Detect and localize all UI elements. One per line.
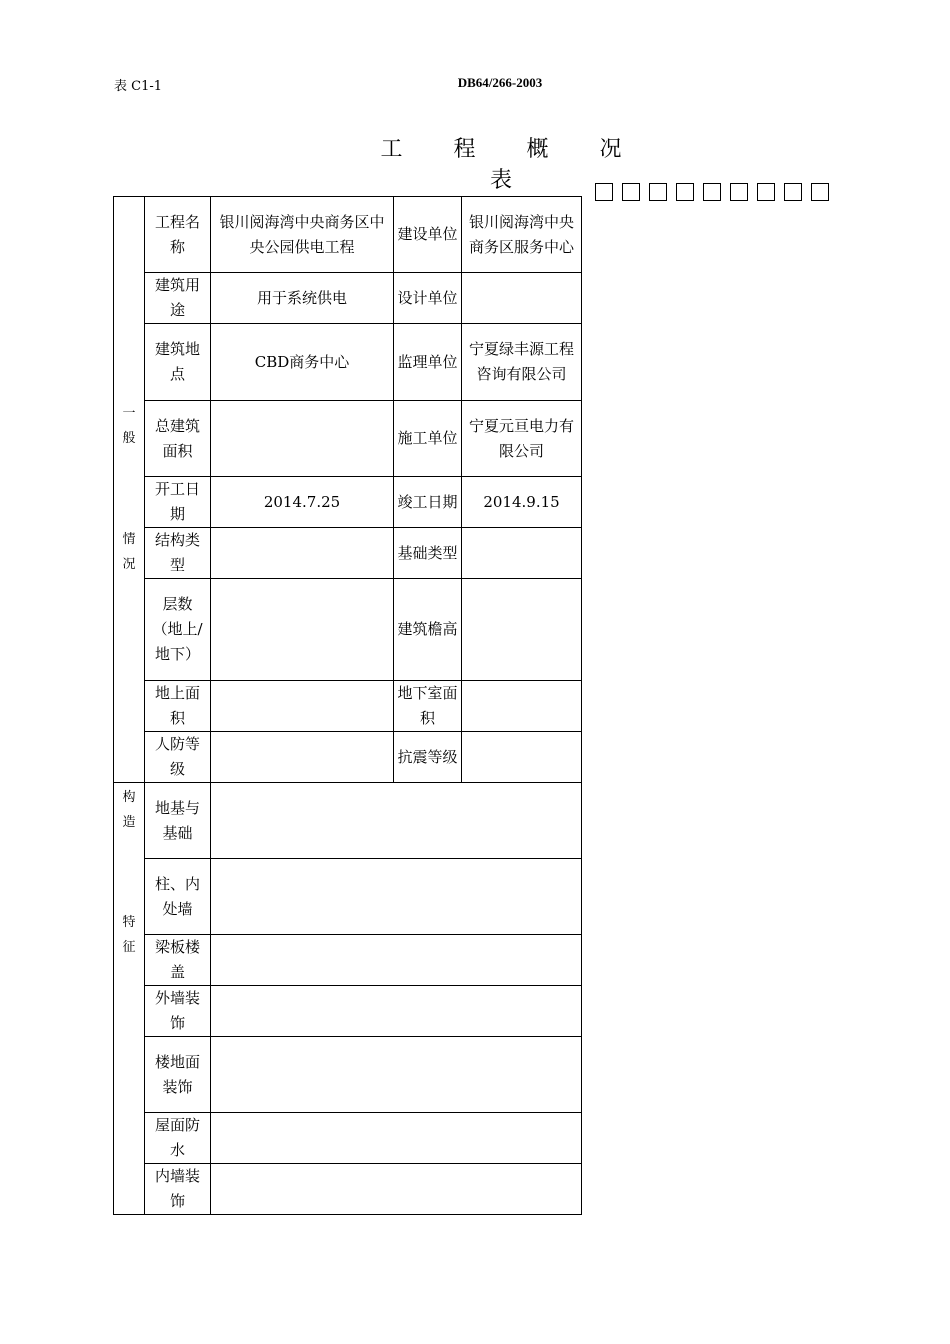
table-row (114, 324, 582, 401)
field-label: 建筑檐高 (394, 579, 462, 681)
table-row (114, 1113, 582, 1164)
field-value[interactable] (211, 859, 582, 935)
number-boxes (595, 183, 829, 201)
number-box[interactable] (784, 183, 802, 201)
field-value[interactable] (211, 579, 394, 681)
section-char: 构 (122, 790, 136, 805)
table-row (114, 935, 582, 986)
field-label: 建设单位 (394, 197, 462, 273)
field-label: 楼地面装饰 (145, 1037, 211, 1113)
field-value[interactable]: CBD商务中心 (211, 324, 394, 401)
field-label: 开工日期 (145, 477, 211, 528)
field-label: 建筑地点 (145, 324, 211, 401)
number-box[interactable] (595, 183, 613, 201)
field-value[interactable]: 宁夏元亘电力有限公司 (462, 401, 582, 477)
table-row (114, 401, 582, 477)
number-box[interactable] (730, 183, 748, 201)
field-label: 基础类型 (394, 528, 462, 579)
table-row (114, 477, 582, 528)
form-code: 表 C1-1 (114, 79, 163, 94)
field-value[interactable]: 用于系统供电 (211, 273, 394, 324)
field-value[interactable]: 银川阅海湾中央商务区服务中心 (462, 197, 582, 273)
field-label: 结构类型 (145, 528, 211, 579)
number-box[interactable] (649, 183, 667, 201)
field-value[interactable]: 2014.9.15 (462, 477, 582, 528)
field-label: 建筑用途 (145, 273, 211, 324)
field-value[interactable]: 2014.7.25 (211, 477, 394, 528)
field-label: 竣工日期 (394, 477, 462, 528)
section-label-general (114, 197, 145, 783)
section-char: 征 (122, 940, 136, 955)
field-value[interactable] (462, 579, 582, 681)
field-value[interactable] (462, 273, 582, 324)
field-value[interactable] (462, 732, 582, 783)
field-value[interactable] (211, 401, 394, 477)
field-label: 柱、内处墙 (145, 859, 211, 935)
field-value[interactable]: 银川阅海湾中央商务区中央公园供电工程 (211, 197, 394, 273)
field-value[interactable] (211, 935, 582, 986)
section-char: 造 (122, 815, 136, 830)
field-value[interactable] (211, 732, 394, 783)
field-value[interactable] (211, 528, 394, 579)
table-row (114, 859, 582, 935)
section-label-construction (114, 783, 145, 1215)
field-value[interactable] (211, 783, 582, 859)
field-value[interactable] (211, 1113, 582, 1164)
field-label: 外墙装饰 (145, 986, 211, 1037)
field-value[interactable] (211, 986, 582, 1037)
table-row (114, 783, 582, 859)
number-box[interactable] (811, 183, 829, 201)
field-label: 梁板楼盖 (145, 935, 211, 986)
page-title: 工 程 概 况 表 (380, 137, 644, 193)
field-value[interactable] (462, 681, 582, 732)
number-box[interactable] (757, 183, 775, 201)
section-char: 特 (122, 915, 136, 930)
number-box[interactable] (676, 183, 694, 201)
table-row (114, 681, 582, 732)
field-label: 人防等级 (145, 732, 211, 783)
field-value[interactable]: 宁夏绿丰源工程咨询有限公司 (462, 324, 582, 401)
field-value[interactable] (462, 528, 582, 579)
field-label: 地下室面积 (394, 681, 462, 732)
field-label: 监理单位 (394, 324, 462, 401)
field-value[interactable] (211, 1164, 582, 1215)
project-overview-table (113, 196, 582, 1215)
section-char: 般 (122, 431, 136, 446)
field-value[interactable] (211, 681, 394, 732)
table-row (114, 273, 582, 324)
table-row (114, 732, 582, 783)
table-row (114, 986, 582, 1037)
field-label: 地上面积 (145, 681, 211, 732)
field-label: 内墙装饰 (145, 1164, 211, 1215)
field-label: 抗震等级 (394, 732, 462, 783)
table-row (114, 528, 582, 579)
field-label: 地基与基础 (145, 783, 211, 859)
number-box[interactable] (703, 183, 721, 201)
field-label: 施工单位 (394, 401, 462, 477)
table-row (114, 1164, 582, 1215)
section-char: 况 (122, 557, 136, 572)
field-label: 工程名称 (145, 197, 211, 273)
field-label: 总建筑面积 (145, 401, 211, 477)
field-value[interactable] (211, 1037, 582, 1113)
field-label: 屋面防水 (145, 1113, 211, 1164)
field-label: 设计单位 (394, 273, 462, 324)
table-row (114, 1037, 582, 1113)
number-box[interactable] (622, 183, 640, 201)
section-char: 一 (122, 406, 136, 421)
section-char: 情 (122, 532, 136, 547)
standard-code: DB64/266-2003 (457, 75, 543, 90)
field-label: 层数（地上/地下） (145, 579, 211, 681)
table-row (114, 579, 582, 681)
table-row (114, 197, 582, 273)
